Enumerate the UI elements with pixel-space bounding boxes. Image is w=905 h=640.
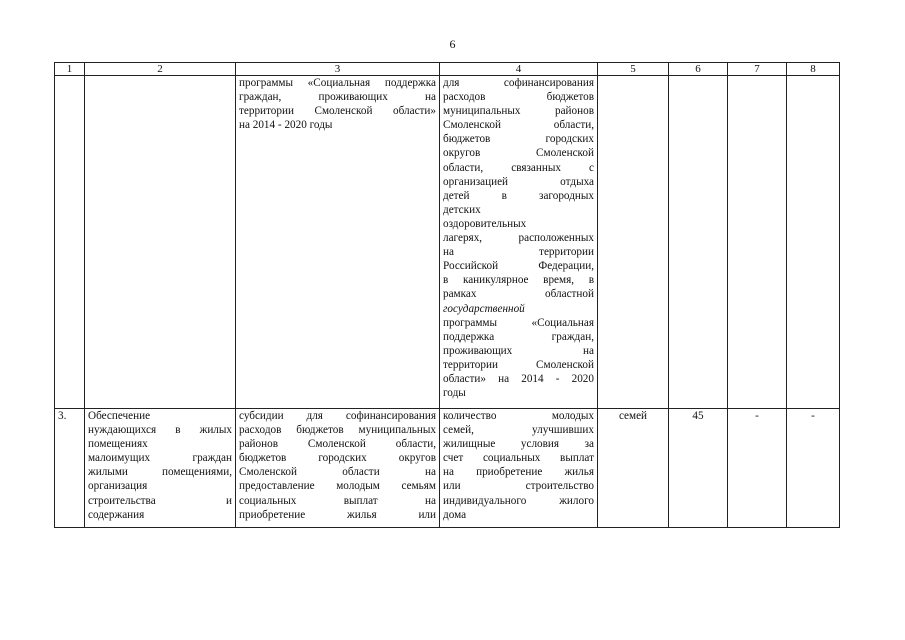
cell-measure-description: субсидии для софинансирования расходов бюджетов муниципальных районов Смоленской области, бюджетов городских округов Смоленской области на предоставление молодым семьям социальных выплат на приобретение жилья или: [236, 409, 440, 528]
cell-indicator-description: для софинансирования расходов бюджетов муниципальных районов Смоленской области, бюджетов городских округов Смоленской области, связанных с организацией отдыха детей в загородных детских оздоровительных лагерях, расположенных на территории Российской Федерации, в каникулярное время, в рамках областной государственной программы «Социальная поддержка граждан, проживающих на территории Смоленской области» на 2014 - 2020 годы: [440, 76, 598, 409]
column-number-8: 8: [787, 63, 840, 76]
cell-value-year-3: [787, 76, 840, 409]
cell-value-year-1: [669, 76, 728, 409]
cell-value-year-1: 45: [669, 409, 728, 528]
table-header-row: [55, 63, 840, 76]
cell-item-number: 3.: [55, 409, 85, 528]
column-number-5: 5: [598, 63, 669, 76]
cell-value-year-2: -: [728, 409, 787, 528]
cell-item-number: [55, 76, 85, 409]
column-number-4: 4: [440, 63, 598, 76]
cell-value-year-3: -: [787, 409, 840, 528]
table-row-continued: [55, 76, 840, 409]
column-number-6: 6: [669, 63, 728, 76]
column-number-1: 1: [55, 63, 85, 76]
cell-indicator-description: количество молодых семей, улучшивших жилищные условия за счет социальных выплат на приобретение жилья или строительство индивидуального жилого дома: [440, 409, 598, 528]
cell-task-name: [85, 76, 236, 409]
column-number-7: 7: [728, 63, 787, 76]
page-number: 6: [449, 37, 456, 51]
cell-unit: семей: [598, 409, 669, 528]
cell-unit: [598, 76, 669, 409]
column-number-3: 3: [236, 63, 440, 76]
table-row-3: [55, 409, 840, 528]
program-table: [54, 62, 840, 528]
cell-measure-description: программы «Социальная поддержка граждан, проживающих на территории Смоленской области» на 2014 - 2020 годы: [236, 76, 440, 409]
cell-value-year-2: [728, 76, 787, 409]
column-number-2: 2: [85, 63, 236, 76]
cell-task-name: Обеспечение нуждающихся в жилых помещениях малоимущих граждан жилыми помещениями, организация строительства и содержания: [85, 409, 236, 528]
